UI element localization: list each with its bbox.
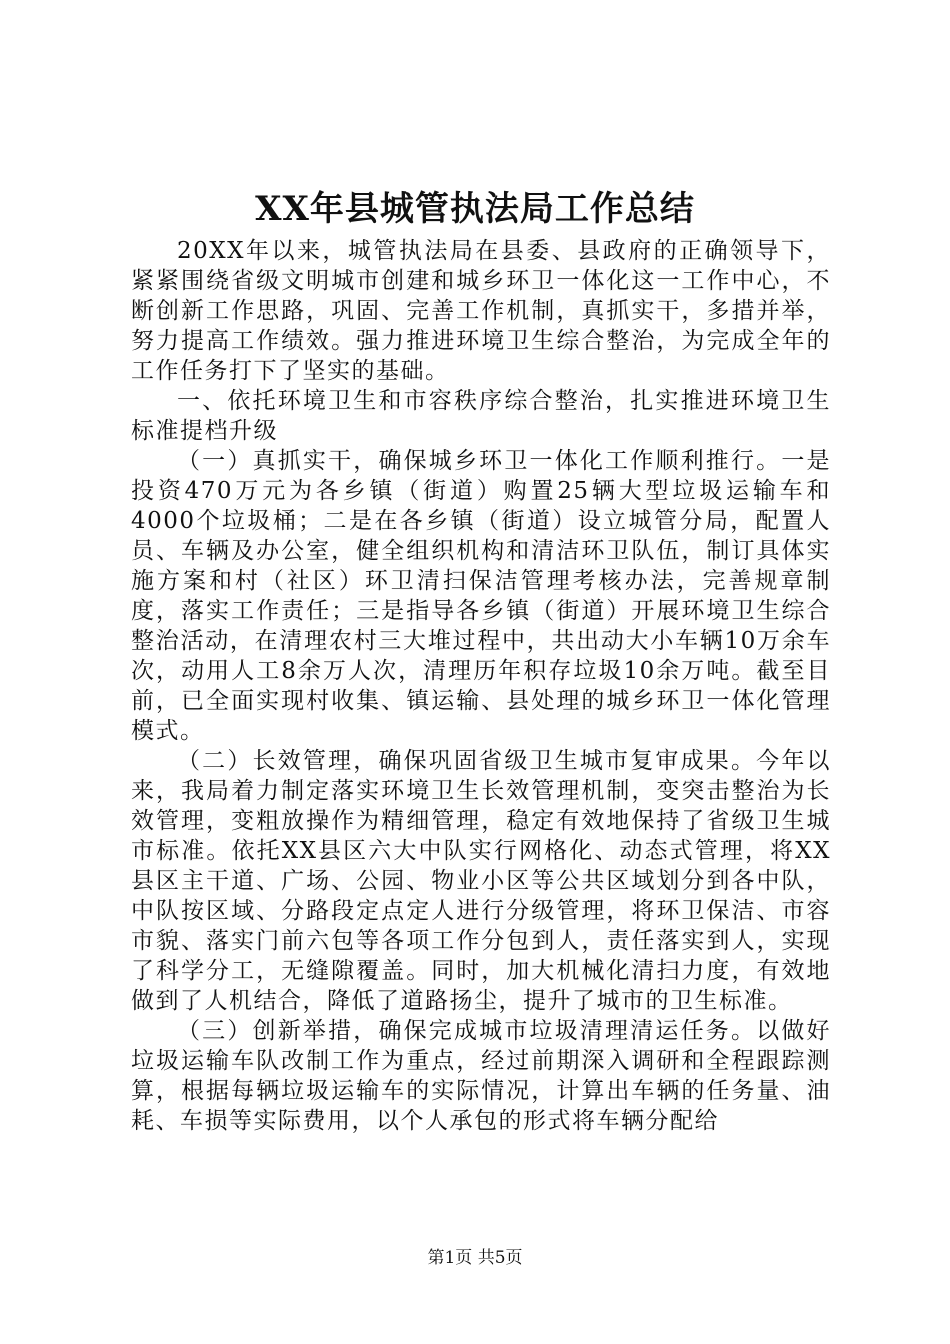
paragraph-item-1: （一）真抓实干，确保城乡环卫一体化工作顺利推行。一是投资470万元为各乡镇（街道）购置25辆大型垃圾运输车和4000个垃圾桶；二是在各乡镇（街道）设立城管分局，配置人员、车辆及办公室，健全组织机构和清洁环卫队伍，制订具体实施方案和村（社区）环卫清扫保洁管理考核办法，完善规章制度，落实工作责任；三是指导各乡镇（街道）开展环境卫生综合整治活动，在清理农村三大堆过程中，共出动大小车辆10万余车次，动用人工8余万人次，清理历年积存垃圾10余万吨。截至目前，已全面实现村收集、镇运输、县处理的城乡环卫一体化管理模式。 [131,448,831,744]
paragraph-item-2: （二）长效管理，确保巩固省级卫生城市复审成果。今年以来，我局着力制定落实环境卫生长效管理机制，变突击整治为长效管理，变粗放操作为精细管理，稳定有效地保持了省级卫生城市标准。依托XX县区六大中队实行网格化、动态式管理，将XX县区主干道、广场、公园、物业小区等公共区域划分到各中队，中队按区域、分路段定点定人进行分级管理，将环卫保洁、市容市貌、落实门前六包等各项工作分包到人，责任落实到人，实现了科学分工，无缝隙覆盖。同时，加大机械化清扫力度，有效地做到了人机结合，降低了道路扬尘，提升了城市的卫生标准。 [131,748,831,1014]
document-title: XX年县城管执法局工作总结 [255,189,695,229]
document-body [131,236,831,1136]
page-number-footer: 第1页 共5页 [427,1248,523,1268]
paragraph-item-3: （三）创新举措，确保完成城市垃圾清理清运任务。以做好垃圾运输车队改制工作为重点，经过前期深入调研和全程跟踪测算，根据每辆垃圾运输车的实际情况，计算出车辆的任务量、油耗、车损等实际费用，以个人承包的形式将车辆分配给 [131,1018,831,1134]
section-heading-1: 一、依托环境卫生和市容秩序综合整治，扎实推进环境卫生标准提档升级 [131,388,831,444]
paragraph-intro: 20XX年以来，城管执法局在县委、县政府的正确领导下，紧紧围绕省级文明城市创建和城乡环卫一体化这一工作中心，不断创新工作思路，巩固、完善工作机制，真抓实干，多措并举，努力提高工作绩效。强力推进环境卫生综合整治，为完成全年的工作任务打下了坚实的基础。 [131,238,831,384]
